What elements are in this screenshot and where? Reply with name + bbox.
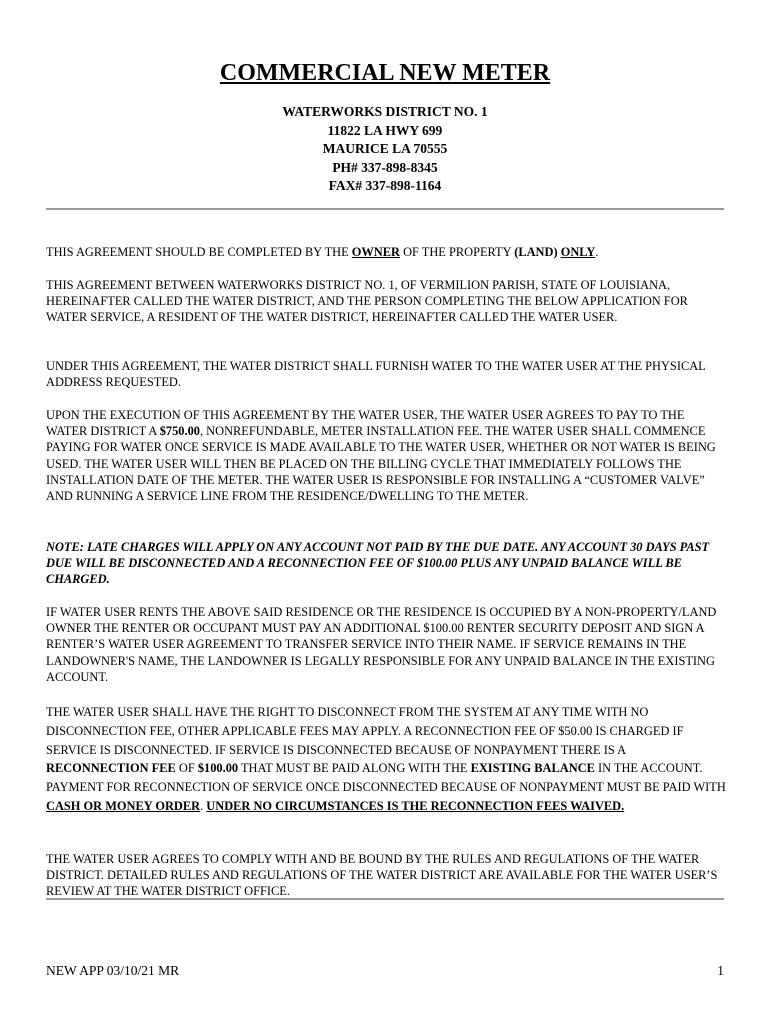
rules-regulations-paragraph — [46, 851, 726, 900]
p7-text-d: IN THE ACCOUNT. PAYMENT FOR RECONNECTION OF SERVICE ONCE DISCONNECTED BECAUSE OF NONPAYMENT MUST BE PAID WITH — [46, 761, 726, 795]
existing-balance-emphasis: EXISTING BALANCE — [470, 761, 595, 776]
reconnection-fee-emphasis: RECONNECTION FEE — [46, 761, 176, 776]
fees-not-waived-emphasis: UNDER NO CIRCUMSTANCES IS THE RECONNECTION FEES WAIVED. — [206, 798, 625, 813]
p7-text-b: OF — [175, 761, 198, 776]
cash-money-order-emphasis: CASH OR MONEY ORDER — [46, 798, 201, 813]
p1-text-b: OF THE PROPERTY — [399, 245, 515, 259]
late-charges-note-text: NOTE: LATE CHARGES WILL APPLY ON ANY ACCOUNT NOT PAID BY THE DUE DATE. ANY ACCOUNT 30 DAYS PAST DUE WILL BE DISCONNECTED AND A RECONNECTION FEE OF $100.00 PLUS ANY UNPAID BALANCE WILL BE CHARGED. — [46, 540, 710, 587]
owner-completion-paragraph — [46, 244, 726, 260]
p4-text-a: UPON THE EXECUTION OF THIS AGREEMENT BY THE WATER USER, THE WATER USER AGREES TO PAY TO THE WATER DISTRICT A — [46, 408, 685, 439]
installation-fee-paragraph — [46, 407, 726, 504]
installation-fee-amount: $750.00 — [159, 424, 200, 439]
bottom-divider — [46, 898, 724, 900]
furnish-water-paragraph — [46, 358, 726, 390]
p7-text-c: THAT MUST BE PAID ALONG WITH THE — [238, 761, 471, 776]
p4-text-b: , NONREFUNDABLE, METER INSTALLATION FEE. THE WATER USER SHALL COMMENCE PAYING FOR WATER ONCE SERVICE IS MADE AVAILABLE TO THE WATER USER, WHETHER OR NOT WATER IS BEING USED. THE WATER USER WILL THEN BE PLACED ON THE BILLING CYCLE THAT IMMEDIATELY FOLLOWS THE INSTALLATION DATE OF THE METER. THE WATER USER IS RESPONSIBLE FOR INSTALLING A “CUSTOMER VALVE” AND RUNNING A SERVICE LINE FROM THE RESIDENCE/DWELLING TO THE METER. — [46, 424, 716, 504]
p1-end: . — [595, 245, 599, 259]
renter-deposit-paragraph — [46, 604, 726, 685]
fax-number: FAX# 337-898-1164 — [328, 178, 442, 193]
city-state-zip: MAURICE LA 70555 — [322, 141, 448, 156]
reconnection-fee-amount: $100.00 — [197, 761, 239, 776]
phone-number: PH# 337-898-8345 — [332, 159, 438, 175]
street-address: 11822 LA HWY 699 — [327, 122, 443, 138]
footer-revision-code: NEW APP 03/10/21 MR — [46, 963, 180, 978]
page-number: 1 — [717, 963, 724, 978]
furnish-water-text: UNDER THIS AGREEMENT, THE WATER DISTRICT SHALL FURNISH WATER TO THE WATER USER AT THE PHYSICAL ADDRESS REQUESTED. — [46, 359, 706, 390]
p7-text-a: THE WATER USER SHALL HAVE THE RIGHT TO DISCONNECT FROM THE SYSTEM AT ANY TIME WITH NO DISCONNECTION FEE, OTHER APPLICABLE FEES MAY APPLY. A RECONNECTION FEE OF $50.00 IS CHARGED IF SERVICE IS DISCONNECTED. IF SERVICE IS DISCONNECTED BECAUSE OF NONPAYMENT THERE IS A — [46, 705, 684, 757]
p7-text-e: . — [200, 798, 207, 813]
district-address-block — [0, 103, 770, 196]
renter-deposit-text: IF WATER USER RENTS THE ABOVE SAID RESIDENCE OR THE RESIDENCE IS OCCUPIED BY A NON-PROPERTY/LAND OWNER THE RENTER OR OCCUPANT MUST PAY AN ADDITIONAL $100.00 RENTER SECURITY DEPOSIT AND SIGN A RENTER’S WATER USER AGREEMENT TO TRANSFER SERVICE INTO THEIR NAME. IF SERVICE REMAINS IN THE LANDOWNER'S NAME, THE LANDOWNER IS LEGALLY RESPONSIBLE FOR ANY UNPAID BALANCE IN THE EXISTING ACCOUNT. — [46, 605, 717, 684]
disconnection-paragraph — [46, 703, 726, 816]
top-divider — [46, 208, 724, 210]
late-charges-note — [46, 539, 726, 588]
district-name: WATERWORKS DISTRICT NO. 1 — [282, 104, 488, 119]
p1-text-a: THIS AGREEMENT SHOULD BE COMPLETED BY THE — [46, 245, 352, 259]
land-emphasis: (LAND) — [514, 245, 558, 259]
only-emphasis: ONLY — [560, 245, 596, 259]
agreement-parties-text: THIS AGREEMENT BETWEEN WATERWORKS DISTRICT NO. 1, OF VERMILION PARISH, STATE OF LOUISIANA, HEREINAFTER CALLED THE WATER DISTRICT, AND THE PERSON COMPLETING THE BELOW APPLICATION FOR WATER SERVICE, A RESIDENT OF THE WATER DISTRICT, HEREINAFTER CALLED THE WATER USER. — [46, 278, 688, 325]
rules-regulations-text: THE WATER USER AGREES TO COMPLY WITH AND BE BOUND BY THE RULES AND REGULATIONS OF THE WATER DISTRICT. DETAILED RULES AND REGULATIONS OF THE WATER DISTRICT ARE AVAILABLE FOR THE WATER USER’S REVIEW AT THE WATER DISTRICT OFFICE. — [46, 852, 718, 899]
page-title: COMMERCIAL NEW METER — [219, 60, 551, 86]
owner-emphasis: OWNER — [351, 245, 400, 259]
agreement-parties-paragraph — [46, 277, 726, 326]
